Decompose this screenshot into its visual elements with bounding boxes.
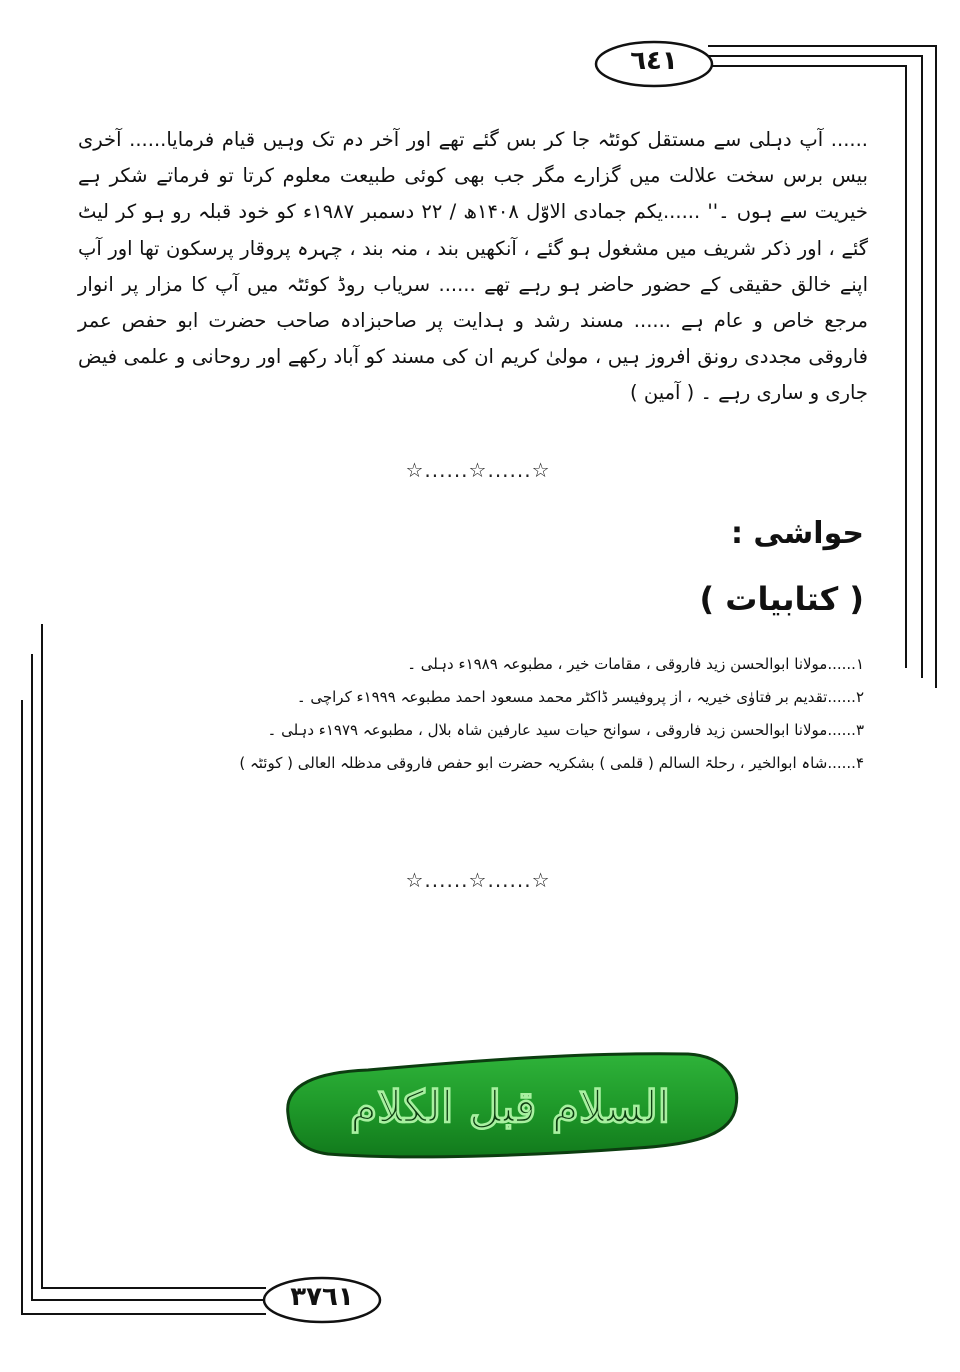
reference-item: ۴......شاہ ابوالخیر ، رحلۃ السالم ( قلمی ) بشکریہ حضرت ابو حفص فاروقی مدظلہ العالی ( کوئٹہ ) bbox=[239, 754, 864, 772]
reference-list bbox=[224, 648, 864, 780]
notes-heading: حواشی : bbox=[730, 516, 864, 551]
bibliography-heading: ( کتابیات ) bbox=[699, 580, 864, 618]
calligraphy-plaque bbox=[278, 1044, 742, 1162]
reference-item: ۲......تقدیم بر فتاوٰی خیریہ ، از پروفیسر ڈاکٹر محمد مسعود احمد مطبوعہ ۱۹۹۹ء کراچی ۔ bbox=[296, 688, 864, 706]
body-paragraph: ...... آپ دہلی سے مستقل کوئٹہ جا کر بس گئے تھے اور آخر دم تک وہیں قیام فرمایا...... آخری بیس برس سخت علالت میں گزارے مگر جب بھی کوئی طبیعت معلوم کرتا تو فرماتے شکر ہے خیریت سے ہوں ۔'' ......یکم جمادی الاوّل ۱۴۰۸ھ / ۲۲ دسمبر ۱۹۸۷ء کو خود قبلہ رو ہو کر لیٹ گئے ، اور ذکر شریف میں مشغول ہو گئے ، آنکھیں بند ، منہ بند ، چہرہ پروقار پرسکون تھا اور آپ اپنے خالق حقیقی کے حضور حاضر ہو رہے تھے ...... سریاب روڈ کوئٹہ میں آپ کا مزار پر انوار مرجع خاص و عام ہے ...... مسند رشد و ہدایت پر صاحبزادہ صاحب حضرت ابو حفص عمر فاروقی مجددی رونق افروز ہیں ، مولیٰ کریم ان کی مسند کو آباد رکھے اور روحانی و علمی فیض جاری و ساری رہے ۔ ( آمین ) bbox=[78, 128, 868, 405]
top-page-number: ٦٤١ bbox=[630, 46, 678, 76]
calligraphy-text: السلام قبل الکلام bbox=[349, 1082, 671, 1133]
star-separator-bottom: ☆......☆......☆ bbox=[405, 868, 551, 892]
reference-item: ۳......مولانا ابوالحسن زید فاروقی ، سوانح حیات سید عارفین شاہ بلال ، مطبوعہ ۱۹۷۹ء دہلی ۔ bbox=[267, 721, 864, 739]
bottom-page-number: ٣٧٦١ bbox=[290, 1282, 354, 1312]
star-separator-top: ☆......☆......☆ bbox=[405, 458, 551, 482]
reference-item: ۱......مولانا ابوالحسن زید فاروقی ، مقامات خیر ، مطبوعہ ۱۹۸۹ء دہلی ۔ bbox=[407, 655, 864, 673]
